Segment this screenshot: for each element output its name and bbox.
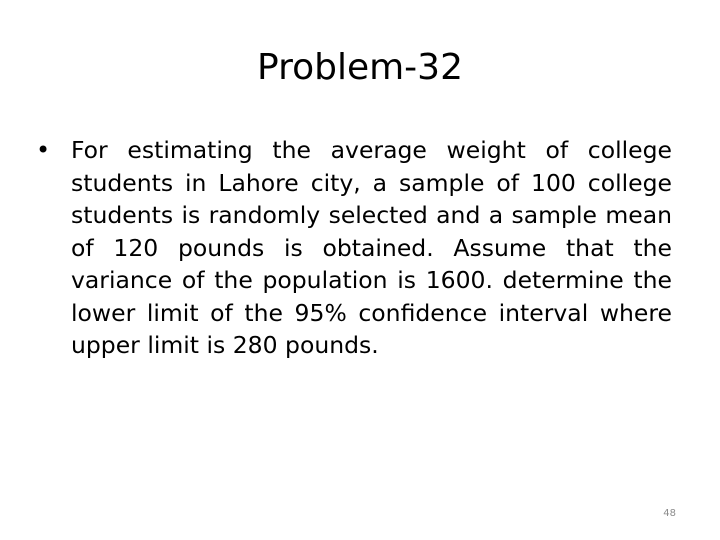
bullet-text: For estimating the average weight of college students in Lahore city, a sample of 100 college students is randomly selected and a sample mean of 120 pounds is obtained. Assume that the variance of the population is 1600. determine the lower limit of the 95% confidence interval where upper limit is 280 pounds. — [71, 136, 672, 359]
slide-number: 48 — [663, 508, 676, 519]
slide-title: Problem-32 — [257, 47, 463, 88]
bullet-list — [36, 134, 672, 362]
bullet-item — [36, 134, 672, 362]
bullet-icon: • — [36, 136, 51, 164]
